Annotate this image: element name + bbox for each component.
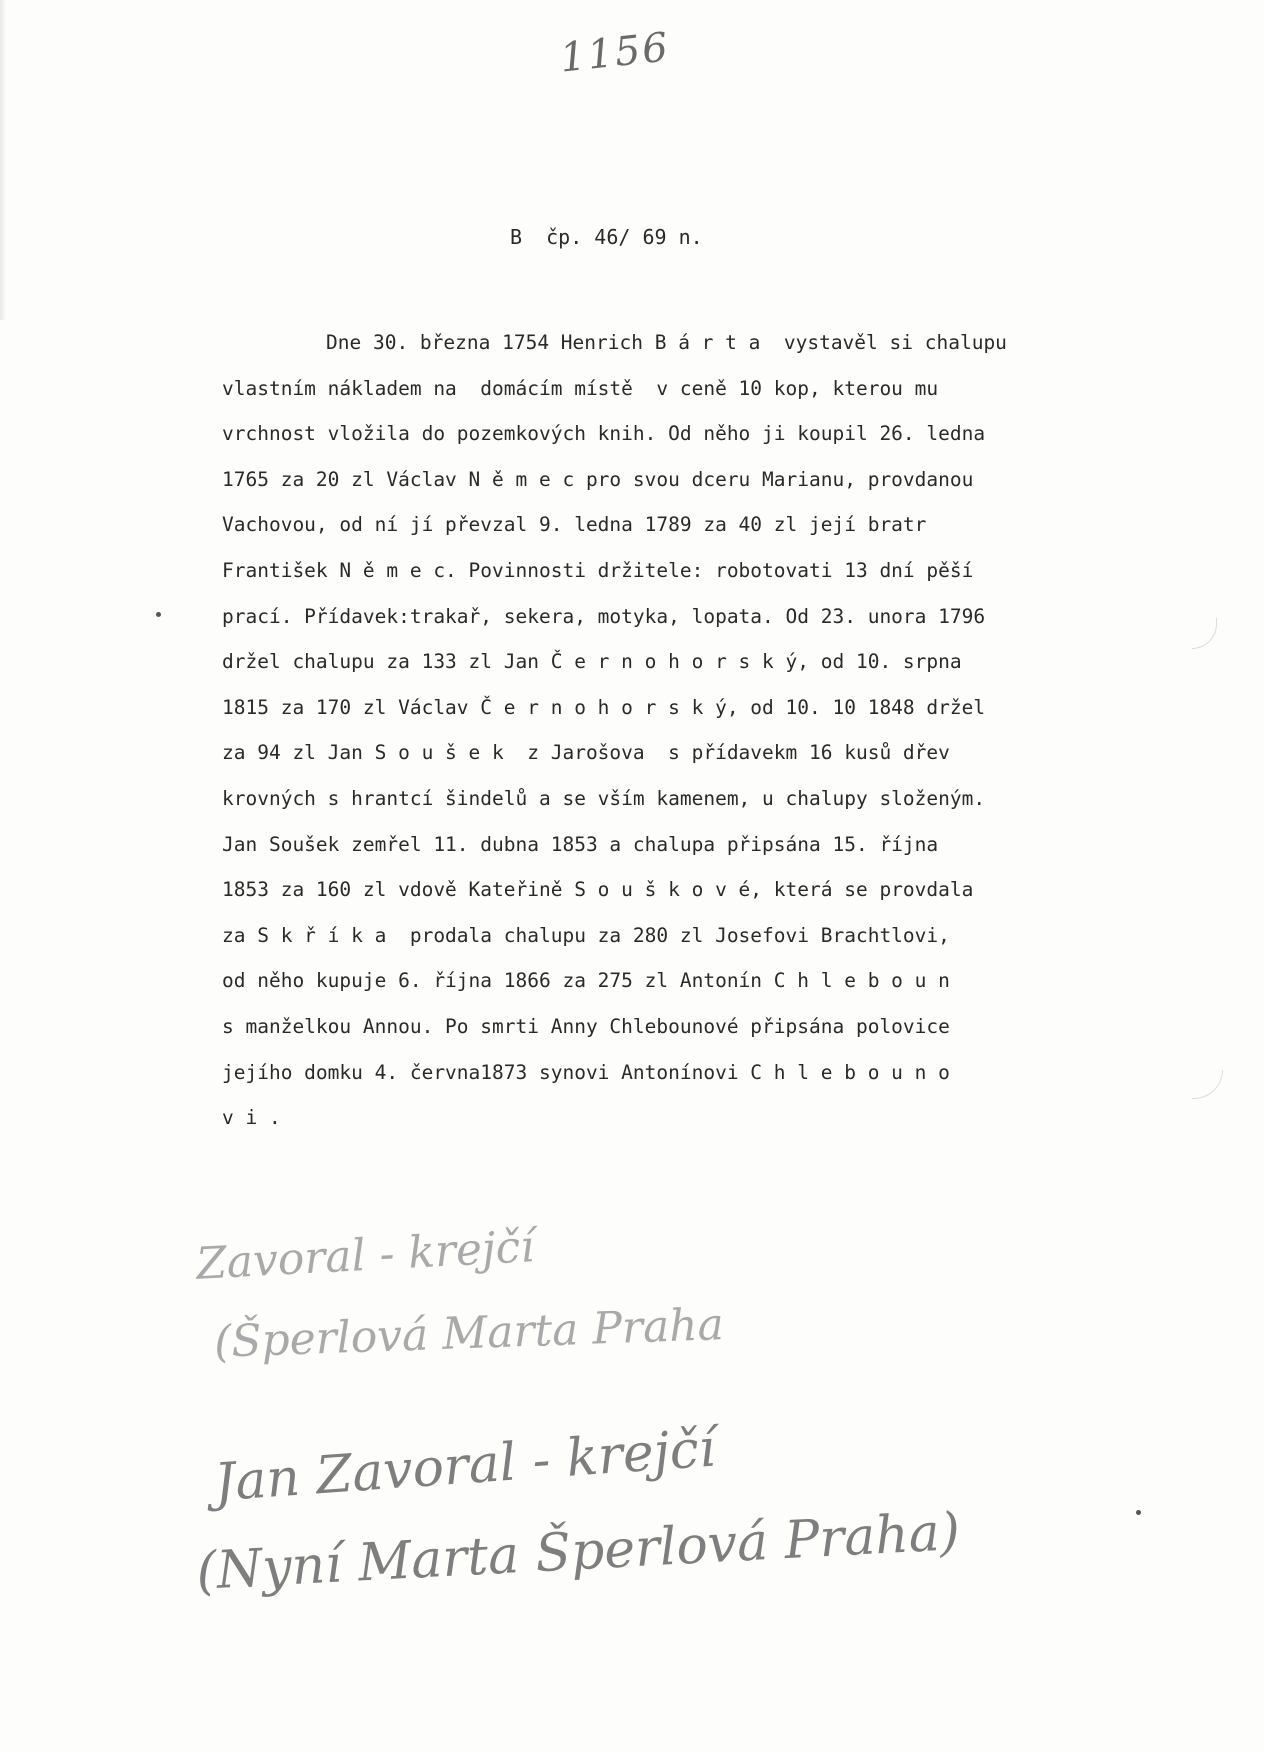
text-line: jejího domku 4. června1873 synovi Antonínovi C h l e b o u n o (222, 1060, 950, 1084)
text-line: Vachovou, od ní jí převzal 9. ledna 1789 za 40 zl její bratr (222, 513, 927, 537)
ink-speck (156, 612, 161, 617)
text-line: 1815 za 170 zl Václav Č e r n o h o r s k ý, od 10. 10 1848 držel (222, 695, 986, 719)
text-line: Dne 30. března 1754 Henrich B á r t a vystavěl si chalupu (326, 331, 1007, 354)
handwritten-note-faint: (Šperlová Marta Praha (213, 1299, 725, 1368)
ink-speck (1136, 1510, 1141, 1515)
margin-mark (1192, 618, 1217, 649)
text-line: 1853 za 160 zl vdově Kateřině S o u š k o v é, která se provdala (222, 878, 974, 902)
handwritten-note: Jan Zavoral - krejčí (212, 1418, 718, 1514)
typed-body-text (222, 320, 1182, 1141)
text-line: za 94 zl Jan S o u š e k z Jarošova s přídavekm 16 kusů dřev (222, 741, 950, 765)
text-line: krovných s hrantcí šindelů a se vším kamenem, u chalupy složeným. (222, 786, 986, 810)
text-line: držel chalupu za 133 zl Jan Č e r n o h o r s k ý, od 10. srpna (222, 650, 962, 674)
text-line: prací. Přídavek:trakař, sekera, motyka, lopata. Od 23. unora 1796 (222, 604, 986, 628)
text-line: v i . (222, 1106, 281, 1130)
text-line: za S k ř í k a prodala chalupu za 280 zl Josefovi Brachtlovi, (222, 923, 950, 947)
text-line: s manželkou Annou. Po smrti Anny Chlebounové připsána polovice (222, 1014, 950, 1038)
handwritten-note-faint: Zavoral - krejčí (194, 1221, 536, 1290)
text-line: František N ě m e c. Povinnosti držitele: robotovati 13 dní pěší (222, 558, 974, 582)
scan-edge-shadow (0, 0, 6, 320)
text-line: Jan Soušek zemřel 11. dubna 1853 a chalupa připsána 15. října (222, 832, 939, 856)
handwritten-note: (Nyní Marta Šperlová Praha) (194, 1502, 962, 1602)
margin-mark (1192, 1070, 1223, 1099)
handwritten-page-number: 1156 (557, 24, 672, 82)
text-line: vlastním nákladem na domácím místě v ceně 10 kop, kterou mu (222, 376, 939, 400)
text-line: vrchnost vložila do pozemkových knih. Od něho ji koupil 26. ledna (222, 422, 986, 446)
text-line: 1765 za 20 zl Václav N ě m e c pro svou dceru Marianu, provdanou (222, 467, 974, 491)
text-line: od něho kupuje 6. října 1866 za 275 zl Antonín C h l e b o u n (222, 969, 950, 993)
document-header: B čp. 46/ 69 n. (510, 225, 703, 249)
